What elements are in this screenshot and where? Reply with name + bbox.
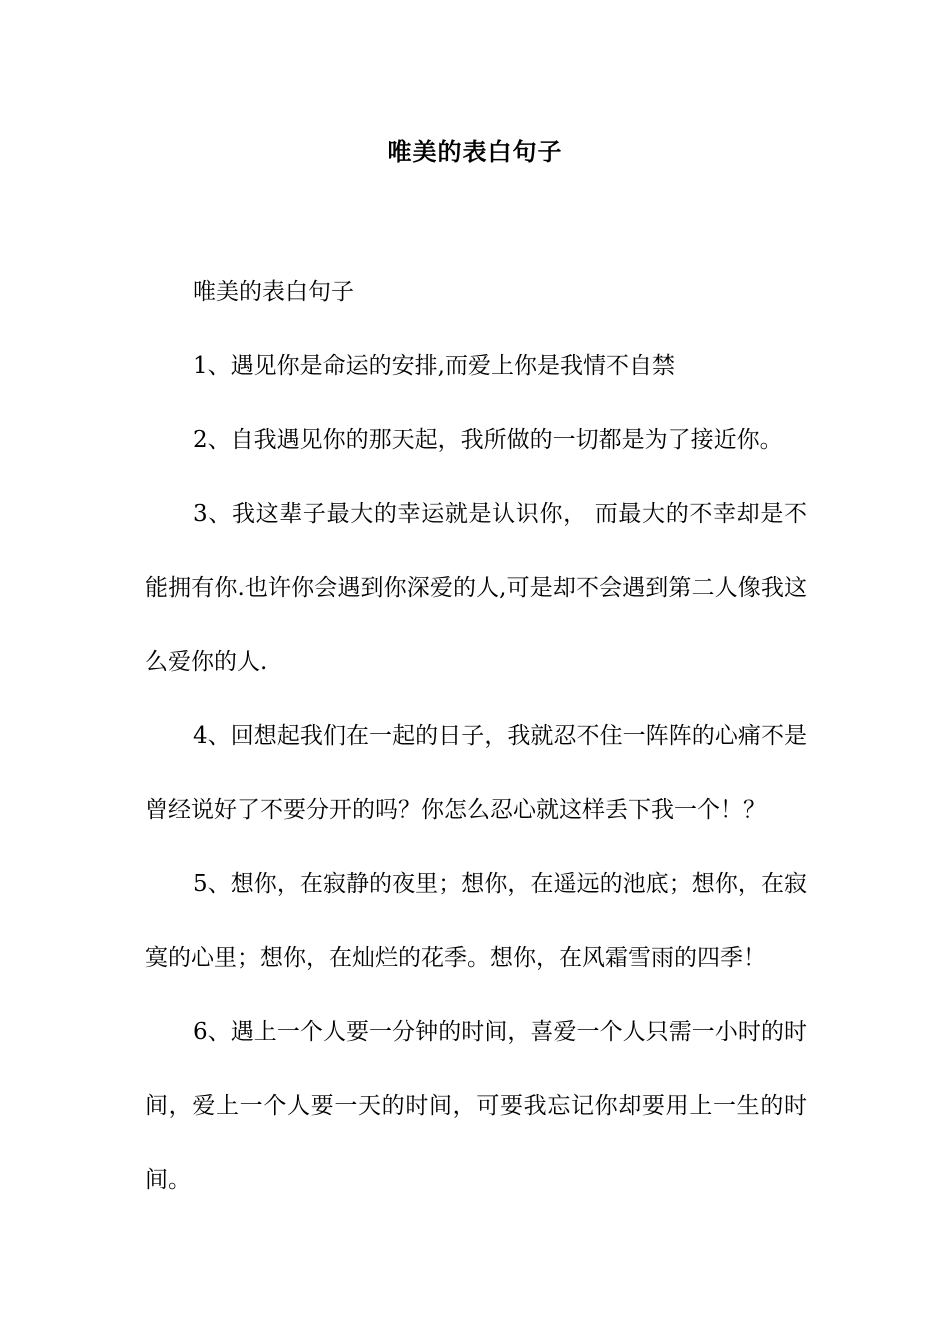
paragraph-subtitle: 唯美的表白句子: [193, 279, 354, 305]
paragraph-6: 6、遇上一个人要一分钟的时间，喜爱一个人只需一小时的时间，爱上一个人要一天的时间，可要我忘记你却要用上一生的时间。: [145, 1019, 807, 1193]
paragraph-1: 1、遇见你是命运的安排,而爱上你是我情不自禁: [193, 353, 675, 379]
document-title: 唯美的表白句子: [387, 137, 563, 166]
paragraph-4: 4、回想起我们在一起的日子，我就忍不住一阵阵的心痛不是曾经说好了不要分开的吗？你怎么忍心就这样丢下我一个！？: [145, 723, 807, 823]
paragraph-5: 5、想你，在寂静的夜里；想你，在遥远的池底；想你，在寂寞的心里；想你，在灿烂的花季。想你，在风霜雪雨的四季！: [145, 871, 807, 971]
paragraph-2: 2、自我遇见你的那天起，我所做的一切都是为了接近你。: [193, 427, 783, 453]
document-body: [145, 255, 807, 1217]
paragraph-3: 3、我这辈子最大的幸运就是认识你， 而最大的不幸却是不能拥有你.也许你会遇到你深爱的人,可是却不会遇到第二人像我这么爱你的人.: [145, 501, 807, 675]
